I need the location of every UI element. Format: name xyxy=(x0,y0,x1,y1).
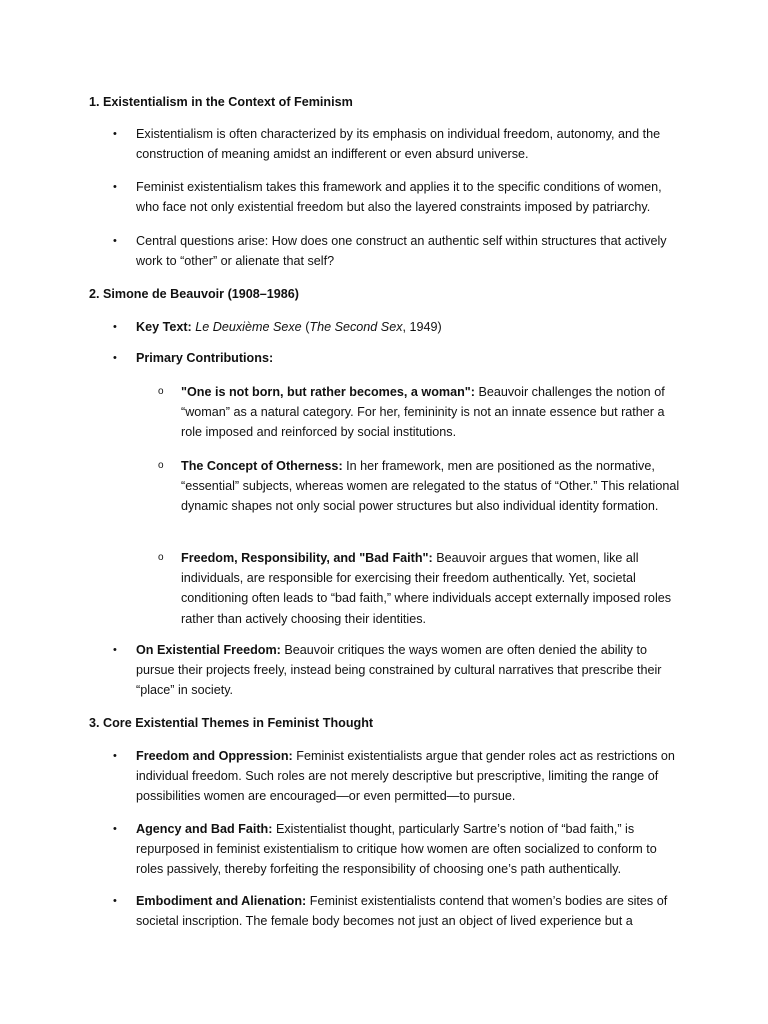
bullet-icon: • xyxy=(113,644,117,656)
item-text: Feminist existentialists contend that women’s bodies are sites of societal inscription. The female body becomes not just an object of lived experience but a xyxy=(136,894,668,929)
key-text-title-fr: Le Deuxième Sexe xyxy=(195,320,302,334)
sub-item-label: The Concept of Otherness: xyxy=(181,459,343,473)
bullet-icon: • xyxy=(113,895,117,907)
sub-list-item xyxy=(181,456,681,517)
sub-bullet-icon: o xyxy=(158,386,164,397)
key-text-label: Key Text: xyxy=(136,320,192,334)
sub-bullet-icon: o xyxy=(158,460,164,471)
key-text-title-en: The Second Sex xyxy=(309,320,403,334)
bullet-icon: • xyxy=(113,181,117,193)
list-item xyxy=(136,640,681,701)
sub-item-text: Beauvoir argues that women, like all individuals, are responsible for exercising their freedom authentically. Yet, societal conditioning often leads to “bad faith,” where individuals accept externally imposed roles rather than actively choosing their identities. xyxy=(181,551,672,626)
section-1-heading: 1. Existentialism in the Context of Feminism xyxy=(89,95,353,109)
section-3-heading: 3. Core Existential Themes in Feminist Thought xyxy=(89,716,374,730)
item-label: Freedom and Oppression: xyxy=(136,749,293,763)
list-item: Existentialism is often characterized by its emphasis on individual freedom, autonomy, and the construction of meaning amidst an indifferent or even absurd universe. xyxy=(136,127,661,162)
item-text: Beauvoir critiques the ways women are often denied the ability to pursue their projects freely, instead being constrained by cultural narratives that prescribe their “place” in society. xyxy=(136,643,662,698)
item-label: Agency and Bad Faith: xyxy=(136,822,273,836)
bullet-icon: • xyxy=(113,823,117,835)
item-text: Existentialist thought, particularly Sartre’s notion of “bad faith,” is repurposed in feminist existentialism to critique how women are often socialized to conform to roles passively, thereby forfeiting the responsibility of choosing one’s path authentically. xyxy=(136,822,657,877)
item-label: On Existential Freedom: xyxy=(136,643,281,657)
bullet-icon: • xyxy=(113,128,117,140)
sub-item-text: In her framework, men are positioned as the normative, “essential” subjects, whereas women are relegated to the status of “Other.” This relational dynamic shapes not only social power structures but also individual identity formation. xyxy=(181,459,680,514)
sub-list-item xyxy=(181,548,681,629)
list-item xyxy=(136,746,681,807)
bullet-icon: • xyxy=(113,352,117,364)
sub-item-label: "One is not born, but rather becomes, a woman": xyxy=(181,385,475,399)
list-item xyxy=(136,819,681,880)
sub-item-text: Beauvoir challenges the notion of “woman” as a natural category. For her, femininity is not an innate essence but rather a role imposed and reinforced by social institutions. xyxy=(181,385,665,440)
key-text-year: , 1949) xyxy=(402,320,442,334)
list-item: Feminist existentialism takes this framework and applies it to the specific conditions of women, who face not only existential freedom but also the layered constraints imposed by patriarchy. xyxy=(136,180,662,215)
item-text: Feminist existentialists argue that gender roles act as restrictions on individual freedom. Such roles are not merely descriptive but prescriptive, limiting the range of possibilities women are encouraged—or even permitted—to pursue. xyxy=(136,749,675,804)
item-label: Embodiment and Alienation: xyxy=(136,894,307,908)
primary-contributions-label: Primary Contributions: xyxy=(136,351,274,365)
primary-contributions-item xyxy=(136,348,681,368)
key-text-item xyxy=(136,317,681,337)
sub-item-label: Freedom, Responsibility, and "Bad Faith": xyxy=(181,551,433,565)
list-item: Central questions arise: How does one construct an authentic self within structures that actively work to “other” or alienate that self? xyxy=(136,234,667,269)
sub-bullet-icon: o xyxy=(158,552,164,563)
bullet-icon: • xyxy=(113,750,117,762)
sub-list-item xyxy=(181,382,681,443)
key-text-paren: ( xyxy=(305,320,310,334)
list-item xyxy=(136,891,681,931)
bullet-icon: • xyxy=(113,235,117,247)
bullet-icon: • xyxy=(113,321,117,333)
section-2-heading: 2. Simone de Beauvoir (1908–1986) xyxy=(89,287,299,301)
